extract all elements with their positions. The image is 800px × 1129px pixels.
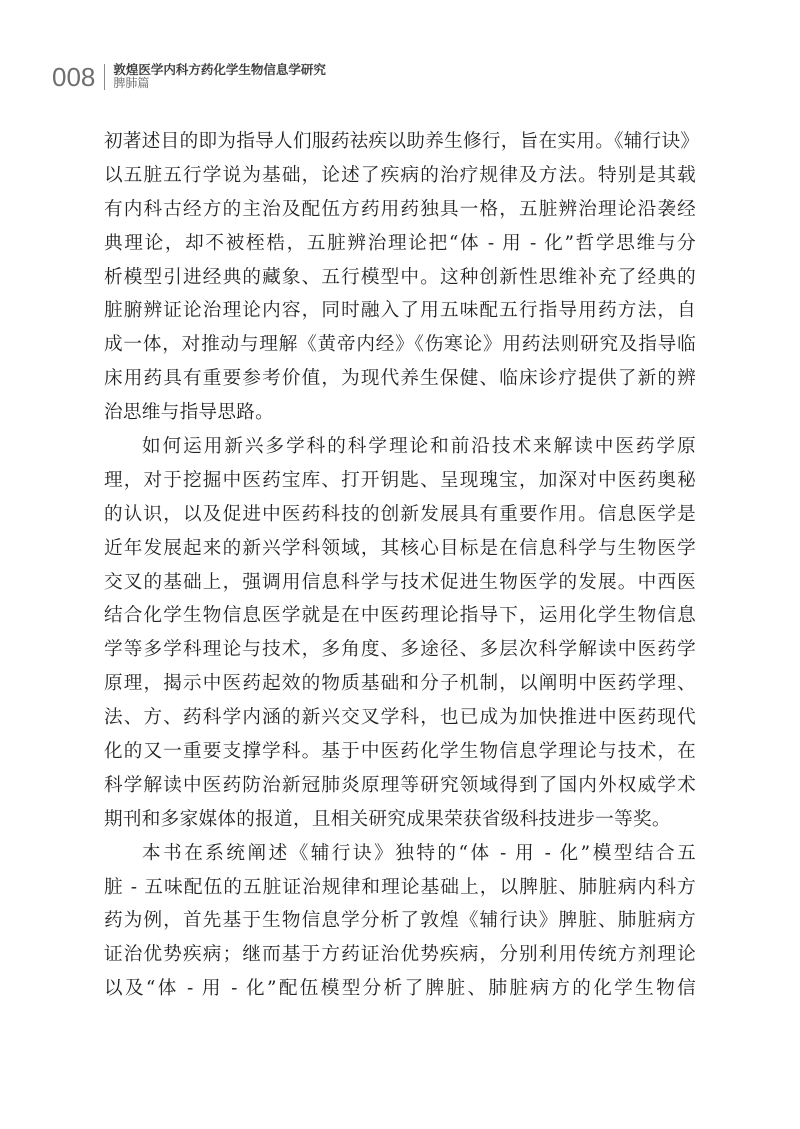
text-line: 药为例，首先基于生物信息学分析了敦煌《辅行诀》脾脏、肺脏病方 <box>104 910 696 932</box>
text-line: 如何运用新兴多学科的科学理论和前沿技术来解读中医药学原 <box>142 436 696 458</box>
header-divider <box>104 64 105 90</box>
text-line: 证治优势疾病；继而基于方药证治优势疾病，分别利用传统方剂理论 <box>104 944 696 966</box>
body-text <box>104 125 700 1006</box>
text-line: 脏腑辨证论治理论内容，同时融入了用五味配五行指导用药方法，自 <box>104 300 696 322</box>
book-title: 敦煌医学内科方药化学生物信息学研究 <box>113 62 326 78</box>
text-line: 近年发展起来的新兴学科领域，其核心目标是在信息科学与生物医学 <box>104 537 696 559</box>
paragraph-3 <box>104 837 696 1006</box>
text-line: 期刊和多家媒体的报道，且相关研究成果荣获省级科技进步一等奖。 <box>104 808 671 830</box>
text-line: 析模型引进经典的藏象、五行模型中。这种创新性思维补充了经典的 <box>104 266 696 288</box>
text-line: 科学解读中医药防治新冠肺炎原理等研究领域得到了国内外权威学术 <box>104 774 696 796</box>
text-line: 法、方、药科学内涵的新兴交叉学科，也已成为加快推进中医药现代 <box>104 707 696 729</box>
text-line: 初著述目的即为指导人们服药祛疾以助养生修行，旨在实用。《辅行诀》 <box>104 131 700 152</box>
text-line: 结合化学生物信息医学就是在中医药理论指导下，运用化学生物信息 <box>104 605 696 627</box>
text-line: 以及“体 - 用 - 化”配伍模型分析了脾脏、肺脏病方的化学生物信 <box>104 978 696 1000</box>
running-header <box>52 60 326 94</box>
text-line: 的认识，以及促进中医药科技的创新发展具有重要作用。信息医学是 <box>104 503 696 525</box>
header-titles <box>113 63 326 90</box>
text-line: 成一体，对推动与理解《黄帝内经》《伤寒论》用药法则研究及指导临 <box>104 334 696 356</box>
text-line: 理，对于挖掘中医药宝库、打开钥匙、呈现瑰宝，加深对中医药奥秘 <box>104 469 696 491</box>
text-line: 治思维与指导思路。 <box>104 402 275 424</box>
paragraph-1 <box>104 125 700 430</box>
text-line: 交叉的基础上，强调用信息科学与技术促进生物医学的发展。中西医 <box>104 571 696 593</box>
text-line: 以五脏五行学说为基础，论述了疾病的治疗规律及方法。特别是其载 <box>104 164 696 186</box>
paragraph-2 <box>104 430 696 837</box>
text-line: 本书在系统阐述《辅行诀》独特的“体 - 用 - 化”模型结合五 <box>142 842 696 864</box>
page-number: 008 <box>52 62 96 92</box>
text-line: 典理论，却不被桎梏，五脏辨治理论把“体 - 用 - 化”哲学思维与分 <box>104 232 696 254</box>
text-line: 学等多学科理论与技术，多角度、多途径、多层次科学解读中医药学 <box>104 639 696 661</box>
text-line: 化的又一重要支撑学科。基于中医药化学生物信息学理论与技术，在 <box>104 741 696 763</box>
volume-title: 脾肺篇 <box>113 76 150 91</box>
text-line: 脏 - 五味配伍的五脏证治规律和理论基础上，以脾脏、肺脏病内科方 <box>104 876 696 898</box>
text-line: 原理，揭示中医药起效的物质基础和分子机制，以阐明中医药学理、 <box>104 673 696 695</box>
text-line: 有内科古经方的主治及配伍方药用药独具一格，五脏辨治理论沿袭经 <box>104 198 696 220</box>
text-line: 床用药具有重要参考价值，为现代养生保健、临床诊疗提供了新的辨 <box>104 368 696 390</box>
